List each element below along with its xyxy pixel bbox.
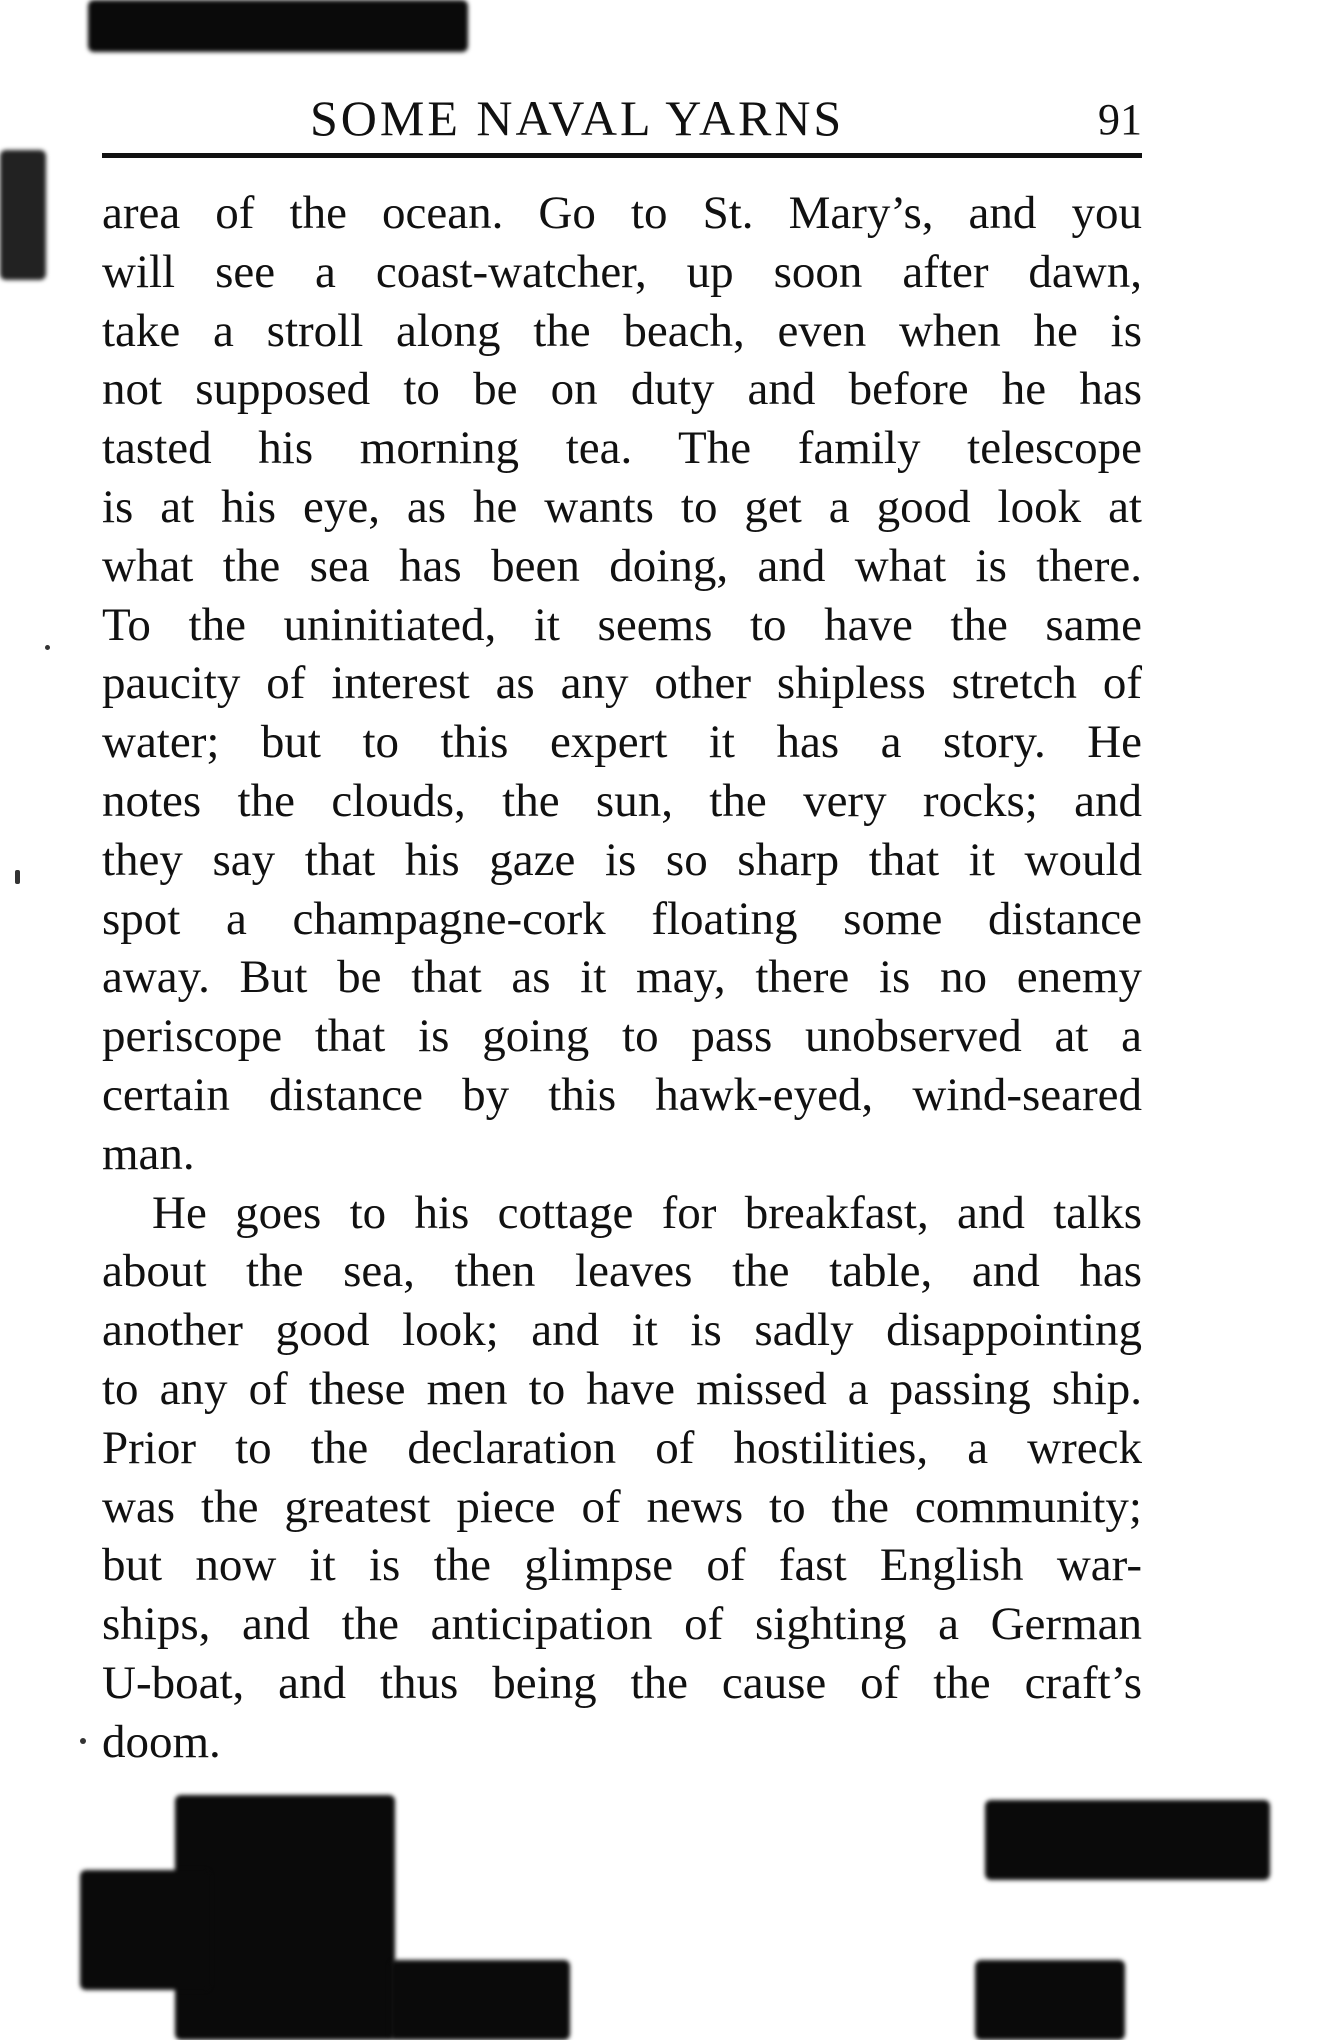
text-line: area of the ocean. Go to St. Mary’s, and you xyxy=(102,187,1142,239)
text-line: take a stroll along the beach, even when he is xyxy=(102,304,1142,357)
body-text xyxy=(102,184,1142,1772)
scan-speck xyxy=(15,870,20,884)
running-head xyxy=(102,86,1142,150)
text-line: tasted his morning tea. The family telescope xyxy=(102,422,1142,475)
scan-smudge-left-margin xyxy=(0,150,46,280)
header-rule xyxy=(102,153,1142,158)
text-line: man. xyxy=(102,1127,195,1180)
text-line: another good look; and it is sadly disappointing xyxy=(102,1304,1142,1357)
text-line: to any of these men to have missed a passing ship. xyxy=(102,1362,1142,1415)
text-line: certain distance by this hawk-eyed, wind-seared xyxy=(102,1068,1142,1121)
scan-smudge-bottom-left-3 xyxy=(390,1960,570,2040)
text-line: doom. xyxy=(102,1715,221,1768)
text-line: not supposed to be on duty and before he has xyxy=(102,363,1142,416)
text-line: To the uninitiated, it seems to have the same xyxy=(102,598,1142,651)
text-line: periscope that is going to pass unobserved at a xyxy=(102,1010,1142,1063)
text-line: notes the clouds, the sun, the very rocks; and xyxy=(102,774,1142,827)
text-line: is at his eye, as he wants to get a good look at xyxy=(102,480,1142,533)
text-line: U-boat, and thus being the cause of the craft’s xyxy=(102,1656,1142,1709)
text-line: spot a champagne-cork floating some distance xyxy=(102,892,1142,945)
text-line: He goes to his cottage for breakfast, and talks xyxy=(152,1186,1142,1239)
paragraph-2 xyxy=(102,1184,1142,1772)
text-line: but now it is the glimpse of fast English war- xyxy=(102,1539,1142,1592)
text-line: was the greatest piece of news to the community; xyxy=(102,1480,1142,1533)
text-line: away. But be that as it may, there is no enemy xyxy=(102,951,1142,1004)
scan-speck xyxy=(80,1738,86,1744)
scan-smudge-bottom-left-2 xyxy=(80,1870,210,1990)
text-line: what the sea has been doing, and what is there. xyxy=(102,539,1142,592)
scan-smudge-bottom-right-2 xyxy=(975,1960,1125,2040)
text-line: paucity of interest as any other shipless stretch of xyxy=(102,657,1142,710)
paragraph-1 xyxy=(102,184,1142,1184)
text-line: Prior to the declaration of hostilities, a wreck xyxy=(102,1421,1142,1474)
text-line: water; but to this expert it has a story. He xyxy=(102,716,1142,769)
scan-speck xyxy=(45,645,50,650)
text-line: about the sea, then leaves the table, and has xyxy=(102,1245,1142,1298)
page-number: 91 xyxy=(1098,95,1142,144)
scan-smudge-bottom-right xyxy=(985,1800,1270,1880)
scan-smudge-top-left xyxy=(88,0,468,52)
text-line: ships, and the anticipation of sighting a German xyxy=(102,1598,1142,1651)
text-line: they say that his gaze is so sharp that it would xyxy=(102,833,1142,886)
running-title: SOME NAVAL YARNS xyxy=(310,90,845,146)
text-line: will see a coast-watcher, up soon after dawn, xyxy=(102,245,1142,298)
